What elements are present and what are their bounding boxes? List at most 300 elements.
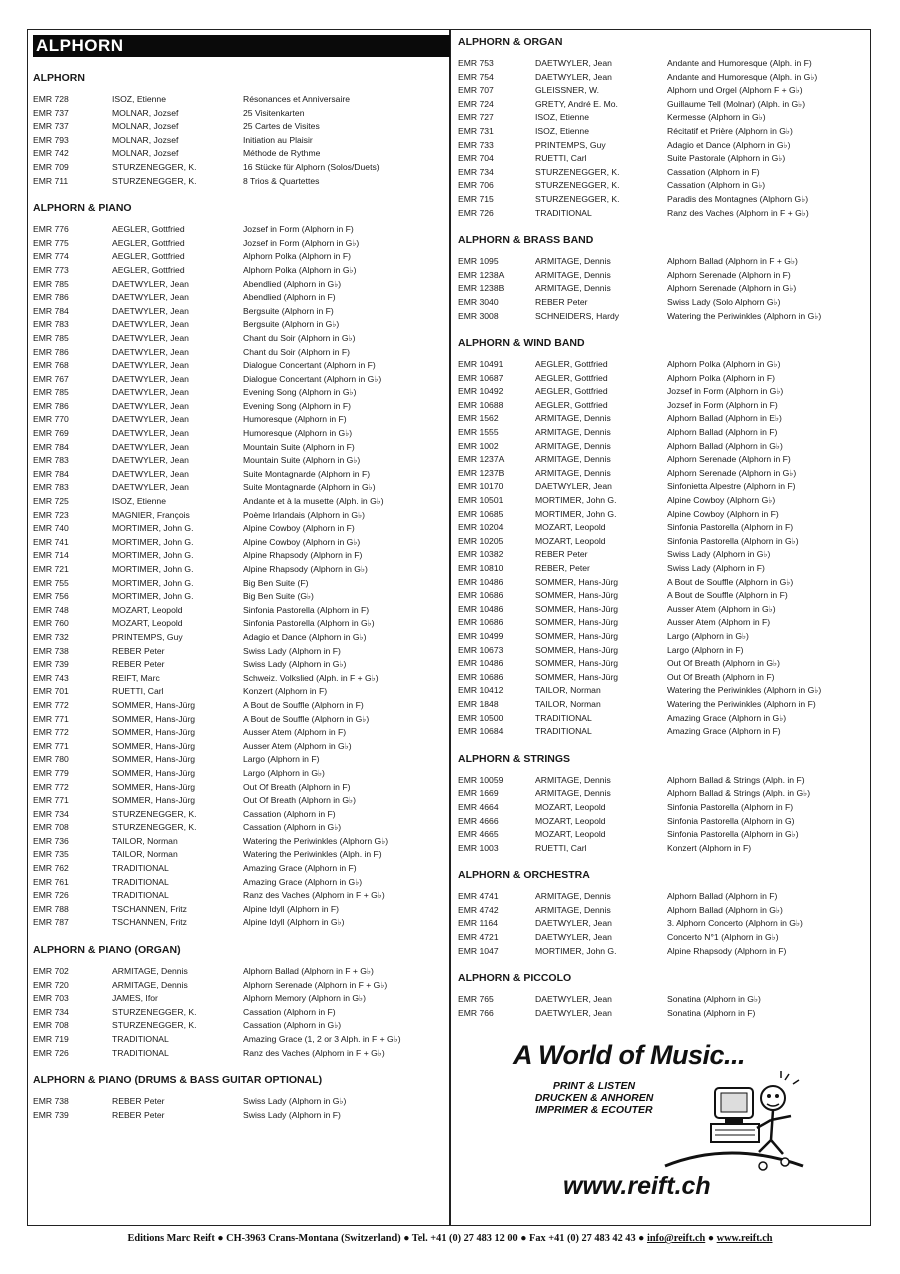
catalog-number: EMR 726 <box>33 1047 69 1058</box>
work-title: Dialogue Concertant (Alphorn in G♭) <box>243 373 382 384</box>
catalog-number: EMR 1164 <box>458 918 498 929</box>
footer-email-link[interactable]: info@reift.ch <box>646 1233 706 1244</box>
catalog-number: EMR 10491 <box>458 359 504 370</box>
catalog-row <box>33 454 443 468</box>
work-title: Suite Montagnarde (Alphorn in G♭) <box>243 482 376 493</box>
catalog-row <box>458 166 866 180</box>
catalog-number: EMR 733 <box>458 139 494 150</box>
catalog-number: EMR 761 <box>33 876 69 887</box>
work-title: Alphorn Polka (Alphorn in F) <box>243 251 351 262</box>
work-title: Largo (Alphorn in G♭) <box>243 767 325 778</box>
catalog-number: EMR 725 <box>33 496 69 507</box>
composer: REBER Peter <box>112 645 165 656</box>
catalog-section <box>458 868 866 958</box>
catalog-row <box>33 346 443 360</box>
work-title: Watering the Periwinkles (Alphorn in G♭) <box>667 310 822 321</box>
work-title: Amazing Grace (Alphorn in G♭) <box>667 712 787 723</box>
composer: SOMMER, Hans-Jürg <box>535 590 619 601</box>
catalog-row <box>458 440 866 454</box>
catalog-row <box>33 291 443 305</box>
catalog-number: EMR 784 <box>33 468 69 479</box>
catalog-number: EMR 1848 <box>458 698 499 709</box>
ad-line: PRINT & LISTEN <box>552 1080 636 1092</box>
catalog-row <box>458 616 866 630</box>
catalog-number: EMR 774 <box>33 251 69 262</box>
composer: TRADITIONAL <box>535 712 592 723</box>
catalog-row <box>458 152 866 166</box>
catalog-number: EMR 793 <box>33 134 69 145</box>
catalog-row <box>458 562 866 576</box>
work-title: Konzert (Alphorn in F) <box>667 842 752 853</box>
catalog-row <box>33 713 443 727</box>
catalog-row <box>33 264 443 278</box>
catalog-row <box>33 604 443 618</box>
work-title: Ausser Atem (Alphorn in G♭) <box>667 603 776 614</box>
catalog-number: EMR 739 <box>33 1109 69 1120</box>
composer: DAETWYLER, Jean <box>112 278 189 289</box>
computer-cartoon-illustration <box>655 1070 805 1182</box>
catalog-number: EMR 786 <box>33 400 69 411</box>
composer: MOZART, Leopold <box>535 815 606 826</box>
catalog-number: EMR 707 <box>458 85 494 96</box>
composer: MOZART, Leopold <box>535 535 606 546</box>
work-title: Sinfonia Pastorella (Alphorn in F) <box>667 522 794 533</box>
work-title: Suite Pastorale (Alphorn in G♭) <box>667 153 786 164</box>
work-title: Alpine Cowboy (Alphorn in F) <box>243 523 355 534</box>
composer: SOMMER, Hans-Jürg <box>112 767 196 778</box>
work-title: Concerto N°1 (Alphorn in G♭) <box>667 932 779 943</box>
catalog-number: EMR 1047 <box>458 945 499 956</box>
catalog-section <box>458 336 866 739</box>
catalog-row <box>458 904 866 918</box>
work-title: Chant du Soir (Alphorn in G♭) <box>243 332 356 343</box>
catalog-number: EMR 766 <box>458 1007 494 1018</box>
catalog-number: EMR 10412 <box>458 685 504 696</box>
catalog-row <box>458 399 866 413</box>
work-title: Alphorn Polka (Alphorn in F) <box>667 372 775 383</box>
catalog-number: EMR 756 <box>33 591 69 602</box>
catalog-list <box>458 993 866 1020</box>
ad-line: DRUCKEN & ANHOREN <box>534 1092 654 1104</box>
catalog-row <box>458 828 866 842</box>
catalog-row <box>33 753 443 767</box>
composer: TSCHANNEN, Fritz <box>112 903 187 914</box>
catalog-row <box>33 658 443 672</box>
catalog-number: EMR 10500 <box>458 712 504 723</box>
composer: STURZENEGGER, K. <box>112 1020 197 1031</box>
catalog-row <box>458 548 866 562</box>
work-title: Cassation (Alphorn in F) <box>243 1006 336 1017</box>
work-title: Ranz des Vaches (Alphorn in F + G♭) <box>243 890 385 901</box>
catalog-number: EMR 1555 <box>458 427 499 438</box>
catalog-row <box>33 617 443 631</box>
catalog-section <box>33 1073 443 1122</box>
catalog-number: EMR 1238A <box>458 269 505 280</box>
work-title: Swiss Lady (Alphorn in F) <box>667 563 765 573</box>
catalog-row <box>458 657 866 671</box>
catalog-number: EMR 720 <box>33 979 69 990</box>
ad-url[interactable]: www.reift.ch <box>563 1172 711 1200</box>
work-title: Mountain Suite (Alphorn in G♭) <box>243 455 361 466</box>
catalog-row <box>458 282 866 296</box>
catalog-number: EMR 753 <box>458 58 494 68</box>
catalog-number: EMR 734 <box>458 166 494 177</box>
work-title: Andante and Humoresque (Alph. in G♭) <box>667 71 818 82</box>
left-sections <box>33 71 443 1122</box>
work-title: Alpine Rhapsody (Alphorn in F) <box>667 945 787 956</box>
catalog-row <box>33 672 443 686</box>
catalog-number: EMR 785 <box>33 387 69 398</box>
catalog-number: EMR 10673 <box>458 644 504 655</box>
section-title: ALPHORN & PIANO (ORGAN) <box>33 944 181 957</box>
catalog-section <box>33 943 443 1060</box>
catalog-row <box>458 712 866 726</box>
catalog-row <box>458 467 866 481</box>
catalog-number: EMR 10059 <box>458 774 504 785</box>
catalog-row <box>33 1033 443 1047</box>
catalog-number: EMR 1002 <box>458 440 499 451</box>
catalog-row <box>33 481 443 495</box>
work-title: Sonatina (Alphorn in G♭) <box>667 994 761 1005</box>
catalog-number: EMR 711 <box>33 175 69 186</box>
catalog-row <box>458 603 866 617</box>
catalog-section <box>458 35 866 220</box>
catalog-number: EMR 10688 <box>458 399 504 410</box>
work-title: Alphorn Ballad (Alphorn in F) <box>667 891 778 902</box>
work-title: Evening Song (Alphorn in G♭) <box>243 387 357 398</box>
composer: SCHNEIDERS, Hardy <box>535 310 620 321</box>
catalog-row <box>33 1095 443 1109</box>
catalog-row <box>458 412 866 426</box>
composer: MAGNIER, François <box>112 509 190 520</box>
catalog-row <box>33 808 443 822</box>
composer: DAETWYLER, Jean <box>112 428 189 439</box>
composer: STURZENEGGER, K. <box>535 166 620 177</box>
catalog-row <box>33 821 443 835</box>
composer: DAETWYLER, Jean <box>112 319 189 330</box>
catalog-number: EMR 10687 <box>458 372 504 383</box>
work-title: 8 Trios & Quartettes <box>243 175 320 186</box>
work-title: Alphorn Polka (Alphorn in G♭) <box>243 264 357 275</box>
work-title: Cassation (Alphorn in G♭) <box>243 1020 342 1031</box>
catalog-row <box>33 107 443 121</box>
composer: DAETWYLER, Jean <box>112 360 189 371</box>
composer: TRADITIONAL <box>112 876 169 887</box>
work-title: Alphorn Ballad & Strings (Alph. in F) <box>667 774 805 785</box>
catalog-number: EMR 786 <box>33 346 69 357</box>
composer: AEGLER, Gottfried <box>535 372 608 383</box>
catalog-number: EMR 786 <box>33 292 69 303</box>
composer: SOMMER, Hans-Jürg <box>112 754 196 765</box>
work-title: Ranz des Vaches (Alphorn in F + G♭) <box>667 207 809 218</box>
work-title: Abendlied (Alphorn in G♭) <box>243 278 342 289</box>
work-title: Poème Irlandais (Alphorn in G♭) <box>243 509 366 520</box>
catalog-row <box>458 576 866 590</box>
catalog-number: EMR 703 <box>33 993 69 1004</box>
catalog-number: EMR 769 <box>33 428 69 439</box>
composer: RUETTI, Carl <box>535 842 587 853</box>
catalog-row <box>458 671 866 685</box>
catalog-number: EMR 765 <box>458 994 494 1005</box>
composer: SOMMER, Hans-Jürg <box>112 781 196 792</box>
catalog-row <box>458 725 866 739</box>
catalog-row <box>33 332 443 346</box>
work-title: Alphorn Ballad (Alphorn in F) <box>667 427 778 438</box>
catalog-list <box>33 93 443 188</box>
column-divider <box>449 29 451 1226</box>
catalog-row <box>33 386 443 400</box>
composer: MORTIMER, John G. <box>112 536 194 547</box>
work-title: Out Of Breath (Alphorn in G♭) <box>667 658 780 669</box>
catalog-row <box>33 250 443 264</box>
right-sections <box>458 35 866 1020</box>
page-title: ALPHORN <box>33 35 450 57</box>
composer: DAETWYLER, Jean <box>112 346 189 357</box>
catalog-row <box>33 979 443 993</box>
composer: REBER, Peter <box>535 563 590 573</box>
work-title: Alphorn Serenade (Alphorn in F) <box>667 454 791 465</box>
work-title: Humoresque (Alphorn in F) <box>243 414 347 425</box>
composer: REIFT, Marc <box>112 672 160 683</box>
catalog-number: EMR 771 <box>33 795 69 806</box>
catalog-row <box>33 400 443 414</box>
composer: DAETWYLER, Jean <box>112 373 189 384</box>
composer: SOMMER, Hans-Jürg <box>535 576 619 587</box>
work-title: Watering the Periwinkles (Alphorn G♭) <box>243 835 389 846</box>
work-title: Sonatina (Alphorn in F) <box>667 1007 756 1018</box>
work-title: Amazing Grace (1, 2 or 3 Alph. in F + G♭) <box>243 1034 401 1044</box>
catalog-row <box>33 699 443 713</box>
work-title: Alphorn Memory (Alphorn in G♭) <box>243 993 366 1004</box>
catalog-row <box>458 125 866 139</box>
catalog-number: EMR 738 <box>33 1096 69 1107</box>
composer: MOLNAR, Jozsef <box>112 148 179 159</box>
catalog-row <box>458 890 866 904</box>
catalog-number: EMR 775 <box>33 237 69 248</box>
work-title: Amazing Grace (Alphorn in G♭) <box>243 876 363 887</box>
composer: ISOZ, Etienne <box>535 125 589 136</box>
catalog-row <box>33 223 443 237</box>
catalog-number: EMR 740 <box>33 523 69 534</box>
catalog-list <box>33 223 443 930</box>
work-title: Watering the Periwinkles (Alphorn in G♭) <box>667 685 822 696</box>
catalog-number: EMR 785 <box>33 278 69 289</box>
work-title: Alphorn Serenade (Alphorn in G♭) <box>667 283 797 294</box>
composer: MORTIMER, John G. <box>112 523 194 534</box>
work-title: Suite Montagnarde (Alphorn in F) <box>243 468 371 479</box>
section-title: ALPHORN & ORGAN <box>458 36 563 48</box>
composer: STURZENEGGER, K. <box>535 180 620 191</box>
catalog-row <box>33 536 443 550</box>
catalog-number: EMR 767 <box>33 373 69 384</box>
catalog-row <box>33 120 443 134</box>
composer: MORTIMER, John G. <box>112 591 194 602</box>
catalog-row <box>458 98 866 112</box>
footer-web-link[interactable]: www.reift.ch <box>716 1233 773 1244</box>
composer: MOLNAR, Jozsef <box>112 107 179 118</box>
catalog-row <box>458 372 866 386</box>
catalog-number: EMR 771 <box>33 740 69 751</box>
catalog-row <box>33 767 443 781</box>
work-title: Alpine Idyll (Alphorn in F) <box>243 903 340 914</box>
composer: SOMMER, Hans-Jürg <box>535 644 619 655</box>
catalog-row <box>33 685 443 699</box>
catalog-number: EMR 780 <box>33 754 69 765</box>
catalog-row <box>458 815 866 829</box>
catalog-number: EMR 10170 <box>458 481 504 492</box>
catalog-number: EMR 3008 <box>458 310 499 321</box>
work-title: Evening Song (Alphorn in F) <box>243 400 351 411</box>
work-title: Swiss Lady (Solo Alphorn G♭) <box>667 296 781 307</box>
catalog-row <box>458 179 866 193</box>
catalog-number: EMR 1238B <box>458 283 505 294</box>
catalog-row <box>33 631 443 645</box>
catalog-list <box>458 57 866 220</box>
work-title: Adagio et Dance (Alphorn in G♭) <box>667 139 791 150</box>
composer: MORTIMER, John G. <box>535 508 617 519</box>
composer: STURZENEGGER, K. <box>112 175 197 186</box>
composer: STURZENEGGER, K. <box>112 822 197 833</box>
catalog-row <box>458 1007 866 1021</box>
catalog-number: EMR 715 <box>458 193 494 204</box>
work-title: Cassation (Alphorn in F) <box>667 166 760 177</box>
composer: DAETWYLER, Jean <box>112 414 189 425</box>
composer: TRADITIONAL <box>112 1034 169 1044</box>
work-title: Humoresque (Alphorn in G♭) <box>243 428 353 439</box>
catalog-number: EMR 754 <box>458 71 494 82</box>
composer: ARMITAGE, Dennis <box>535 440 611 451</box>
work-title: Résonances et Anniversaire <box>243 94 351 104</box>
section-title: ALPHORN <box>33 72 85 84</box>
catalog-section <box>458 752 866 856</box>
composer: AEGLER, Gottfried <box>535 386 608 397</box>
composer: DAETWYLER, Jean <box>535 71 612 82</box>
composer: DAETWYLER, Jean <box>112 455 189 466</box>
catalog-row <box>33 305 443 319</box>
catalog-row <box>33 726 443 740</box>
catalog-row <box>458 57 866 71</box>
catalog-row <box>33 577 443 591</box>
catalog-number: EMR 10382 <box>458 549 504 560</box>
composer: TRADITIONAL <box>112 863 169 874</box>
composer: ARMITAGE, Dennis <box>112 966 188 977</box>
footer-address: Editions Marc Reift ● CH-3963 Crans-Montana (Switzerland) ● Tel. +41 (0) 27 483 12 00 ● Fax +41 (0) 27 483 42 43 ● <box>127 1233 645 1244</box>
catalog-list <box>458 890 866 958</box>
catalog-row <box>458 535 866 549</box>
catalog-number: EMR 755 <box>33 577 69 588</box>
work-title: Alphorn Ballad & Strings (Alph. in G♭) <box>667 788 811 799</box>
catalog-row <box>33 413 443 427</box>
catalog-number: EMR 4666 <box>458 815 499 826</box>
catalog-number: EMR 748 <box>33 604 69 615</box>
catalog-section <box>33 201 443 930</box>
catalog-row <box>33 1006 443 1020</box>
work-title: A Bout de Souffle (Alphorn in F) <box>243 699 364 710</box>
composer: DAETWYLER, Jean <box>535 994 612 1005</box>
catalog-number: EMR 734 <box>33 1006 69 1017</box>
work-title: Alphorn Polka (Alphorn in G♭) <box>667 359 781 370</box>
composer: DAETWYLER, Jean <box>535 481 612 492</box>
section-title: ALPHORN & PIANO (DRUMS & BASS GUITAR OPTIONAL) <box>33 1074 323 1087</box>
work-title: Méthode de Rythme <box>243 148 321 159</box>
work-title: Ausser Atem (Alphorn in F) <box>243 727 347 738</box>
catalog-number: EMR 701 <box>33 686 69 697</box>
composer: TAILOR, Norman <box>535 698 601 709</box>
catalog-number: EMR 10686 <box>458 590 504 601</box>
composer: ARMITAGE, Dennis <box>535 283 611 294</box>
advertisement[interactable] <box>505 1040 805 1206</box>
catalog-row <box>458 774 866 788</box>
catalog-number: EMR 731 <box>458 125 494 136</box>
catalog-number: EMR 1237B <box>458 467 505 478</box>
catalog-list <box>458 255 866 323</box>
work-title: Sinfonia Pastorella (Alphorn in G) <box>667 815 795 826</box>
composer: SOMMER, Hans-Jürg <box>112 699 196 710</box>
composer: MOZART, Leopold <box>535 522 606 533</box>
catalog-number: EMR 723 <box>33 509 69 520</box>
work-title: A Bout de Souffle (Alphorn in G♭) <box>667 576 794 587</box>
catalog-row <box>33 441 443 455</box>
work-title: Watering the Periwinkles (Alphorn in F) <box>667 698 816 709</box>
work-title: Ranz des Vaches (Alphorn in F + G♭) <box>243 1047 385 1058</box>
catalog-number: EMR 10486 <box>458 576 504 587</box>
catalog-row <box>458 698 866 712</box>
composer: MORTIMER, John G. <box>535 945 617 956</box>
catalog-row <box>458 801 866 815</box>
catalog-number: EMR 743 <box>33 672 69 683</box>
ad-headline: A World of Music... <box>513 1040 745 1070</box>
work-title: Alpine Rhapsody (Alphorn in G♭) <box>243 564 368 574</box>
catalog-number: EMR 4721 <box>458 932 499 943</box>
catalog-number: EMR 732 <box>33 631 69 642</box>
catalog-row <box>458 630 866 644</box>
section-title: ALPHORN & PICCOLO <box>458 972 572 985</box>
work-title: Alphorn Ballad (Alphorn in F + G♭) <box>243 966 374 977</box>
catalog-number: EMR 724 <box>458 98 494 109</box>
work-title: Amazing Grace (Alphorn in F) <box>667 726 781 737</box>
work-title: Alphorn und Orgel (Alphorn F + G♭) <box>667 85 803 96</box>
composer: ARMITAGE, Dennis <box>535 788 611 799</box>
work-title: Largo (Alphorn in F) <box>243 754 320 765</box>
composer: TRADITIONAL <box>112 1047 169 1058</box>
catalog-row <box>33 1047 443 1061</box>
composer: ISOZ, Etienne <box>112 94 166 104</box>
composer: ARMITAGE, Dennis <box>535 454 611 465</box>
composer: DAETWYLER, Jean <box>535 1007 612 1018</box>
catalog-row <box>33 645 443 659</box>
work-title: Sinfonia Pastorella (Alphorn in G♭) <box>667 829 799 840</box>
catalog-row <box>33 147 443 161</box>
catalog-row <box>33 509 443 523</box>
work-title: Jozsef in Form (Alphorn in G♭) <box>243 237 360 248</box>
composer: ARMITAGE, Dennis <box>112 979 188 990</box>
catalog-number: EMR 779 <box>33 767 69 778</box>
catalog-row <box>33 318 443 332</box>
catalog-row <box>458 269 866 283</box>
catalog-row <box>33 237 443 251</box>
work-title: Alphorn Ballad (Alphorn in E♭) <box>667 413 782 424</box>
catalog-number: EMR 1095 <box>458 256 499 267</box>
catalog-number: EMR 727 <box>458 112 494 123</box>
composer: DAETWYLER, Jean <box>112 387 189 398</box>
work-title: Sinfonia Pastorella (Alphorn in F) <box>667 801 794 812</box>
catalog-number: EMR 4741 <box>458 891 499 902</box>
composer: ARMITAGE, Dennis <box>535 413 611 424</box>
catalog-row <box>33 278 443 292</box>
composer: TRADITIONAL <box>535 207 592 218</box>
work-title: Alphorn Ballad (Alphorn in F + G♭) <box>667 256 798 267</box>
composer: DAETWYLER, Jean <box>112 482 189 493</box>
